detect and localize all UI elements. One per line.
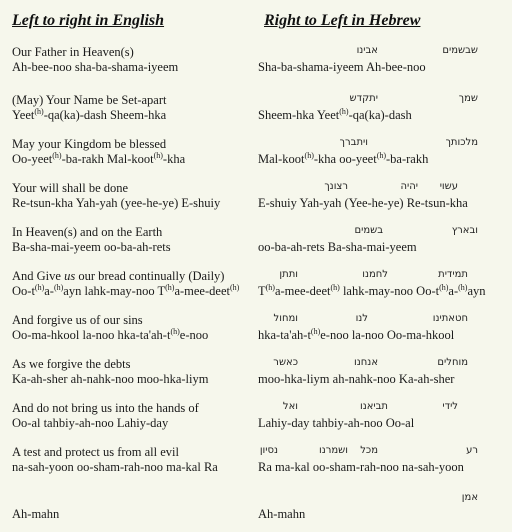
hebrew-word: אנחנו	[354, 357, 378, 368]
hebrew-word: נסיון	[259, 445, 278, 456]
heading-left-to-right-english: Left to right in English	[12, 12, 165, 29]
hebrew-word: רצונך	[324, 181, 348, 192]
hebrew-word: שמך	[458, 93, 478, 104]
english-phrase: As we forgive the debts	[12, 357, 131, 371]
hebrew-order-transliteration: Sha-ba-shama-iyeem Ah-bee-noo	[258, 60, 426, 74]
hebrew-word: יתקדש	[349, 93, 378, 104]
hebrew-word: אבינו	[356, 45, 378, 56]
hebrew-words-row	[252, 225, 498, 239]
english-order-transliteration: Yeet$^{(h)}$-qa(ka)-dash Sheem-hka	[12, 106, 167, 122]
english-phrase: In Heaven(s) and on the Earth	[12, 225, 163, 239]
hebrew-word: שבשמים	[442, 45, 478, 56]
hebrew-words-row	[252, 137, 498, 151]
english-order-transliteration: Oo-yeet$^{(h)}$-ba-rakh Mal-koot$^{(h)}$-kha	[12, 150, 186, 166]
hebrew-words-row	[252, 269, 498, 283]
hebrew-order-transliteration: Ah-mahn	[258, 507, 306, 521]
prayer-line-6	[0, 269, 512, 309]
hebrew-word: בשמים	[354, 225, 383, 236]
english-phrase: May your Kingdom be blessed	[12, 137, 167, 151]
english-phrase: Our Father in Heaven(s)	[12, 45, 134, 59]
hebrew-word: תמידית	[438, 269, 468, 280]
hebrew-words-row	[252, 313, 498, 327]
english-order-transliteration: Ba-sha-mai-yeem oo-ba-ah-rets	[12, 240, 171, 254]
english-phrase: And forgive us of our sins	[12, 313, 143, 327]
hebrew-order-transliteration: oo-ba-ah-rets Ba-sha-mai-yeem	[258, 240, 417, 254]
english-order-transliteration: Oo-al tahbiy-ah-noo Lahiy-day	[12, 416, 169, 430]
english-order-transliteration: Ah-mahn	[12, 507, 60, 521]
prayer-line-11	[0, 492, 512, 532]
hebrew-word: רע	[466, 445, 478, 456]
hebrew-order-transliteration: E-shuiy Yah-yah (Yee-he-ye) Re-tsun-kha	[258, 196, 468, 210]
prayer-line-5	[0, 225, 512, 265]
hebrew-words-row	[252, 181, 498, 195]
hebrew-order-transliteration: hka-$ta'ah-t^{(h)}e$-noo la-noo Oo-ma-hkool	[258, 326, 455, 342]
prayer-line-9	[0, 401, 512, 441]
prayer-line-10	[0, 445, 512, 485]
hebrew-word: יהיה	[400, 181, 418, 192]
english-order-transliteration: $Oo-t^{(h)}a-^{(h)}ayn$ lahk-may-noo $T^{(h)}a-mee-deet^{(h)}$	[12, 282, 240, 298]
hebrew-word: ותתן	[279, 269, 298, 280]
english-phrase: A test and protect us from all evil	[12, 445, 179, 459]
hebrew-word: מכל	[360, 445, 378, 456]
hebrew-words-row	[252, 492, 498, 506]
english-phrase: Your will shall be done	[12, 181, 129, 195]
hebrew-word: ואל	[282, 401, 298, 412]
hebrew-word: לחמנו	[362, 269, 388, 280]
prayer-line-1	[0, 45, 512, 85]
hebrew-word: מוחלים	[437, 357, 468, 368]
hebrew-word: ויתברך	[339, 137, 368, 148]
hebrew-word: תביאנו	[359, 401, 388, 412]
english-phrase: And Give us our bread continually (Daily)	[12, 269, 225, 283]
english-order-transliteration: Re-tsun-kha Yah-yah (yee-he-ye) E-shuiy	[12, 196, 221, 210]
english-phrase: And do not bring us into the hands of	[12, 401, 199, 415]
english-order-transliteration: Ah-bee-noo sha-ba-shama-iyeem	[12, 60, 179, 74]
prayer-line-2	[0, 93, 512, 133]
english-order-transliteration: Oo-ma-hkool la-noo hka-$ta'ah-t^{(h)}e$-noo	[12, 326, 209, 342]
hebrew-words-row	[252, 401, 498, 415]
hebrew-words-row	[252, 445, 498, 459]
hebrew-word: לנו	[355, 313, 368, 324]
hebrew-words-row	[252, 93, 498, 107]
prayer-line-4	[0, 181, 512, 221]
hebrew-word: ושמרנו	[319, 445, 348, 456]
hebrew-words-row	[252, 357, 498, 371]
hebrew-word: עשוי	[439, 181, 458, 192]
hebrew-order-transliteration: moo-hka-liym ah-nahk-noo Ka-ah-sher	[258, 372, 455, 386]
heading-right-to-left-hebrew: Right to Left in Hebrew	[264, 12, 421, 29]
prayer-line-8	[0, 357, 512, 397]
hebrew-words-row	[252, 45, 498, 59]
hebrew-order-transliteration: Lahiy-day tahbiy-ah-noo Oo-al	[258, 416, 415, 430]
english-order-transliteration: Ka-ah-sher ah-nahk-noo moo-hka-liym	[12, 372, 209, 386]
hebrew-word: כאשר	[273, 357, 298, 368]
hebrew-word: מלכותך	[445, 137, 478, 148]
hebrew-word: ובארץ	[451, 225, 478, 236]
hebrew-word: לידי	[442, 401, 458, 412]
prayer-line-3	[0, 137, 512, 177]
english-order-transliteration: na-sah-yoon oo-sham-rah-noo ma-kal Ra	[12, 460, 218, 474]
hebrew-word: חטאתינו	[432, 313, 468, 324]
hebrew-order-transliteration: Sheem-hka Yeet$^{(h)}$-qa(ka)-dash	[258, 106, 412, 122]
hebrew-order-transliteration: Ra ma-kal oo-sham-rah-noo na-sah-yoon	[258, 460, 464, 474]
prayer-line-7	[0, 313, 512, 353]
hebrew-order-transliteration: $T^{(h)}a-mee-deet^{(h)}$ lahk-may-noo $Oo-t^{(h)}a-^{(h)}ayn$	[258, 282, 486, 298]
hebrew-word: אמן	[461, 492, 478, 503]
hebrew-word: ומחול	[273, 313, 298, 324]
hebrew-order-transliteration: Mal-koot$^{(h)}$-kha oo-yeet$^{(h)}$-ba-rakh	[258, 150, 429, 166]
english-phrase: (May) Your Name be Set-apart	[12, 93, 167, 107]
